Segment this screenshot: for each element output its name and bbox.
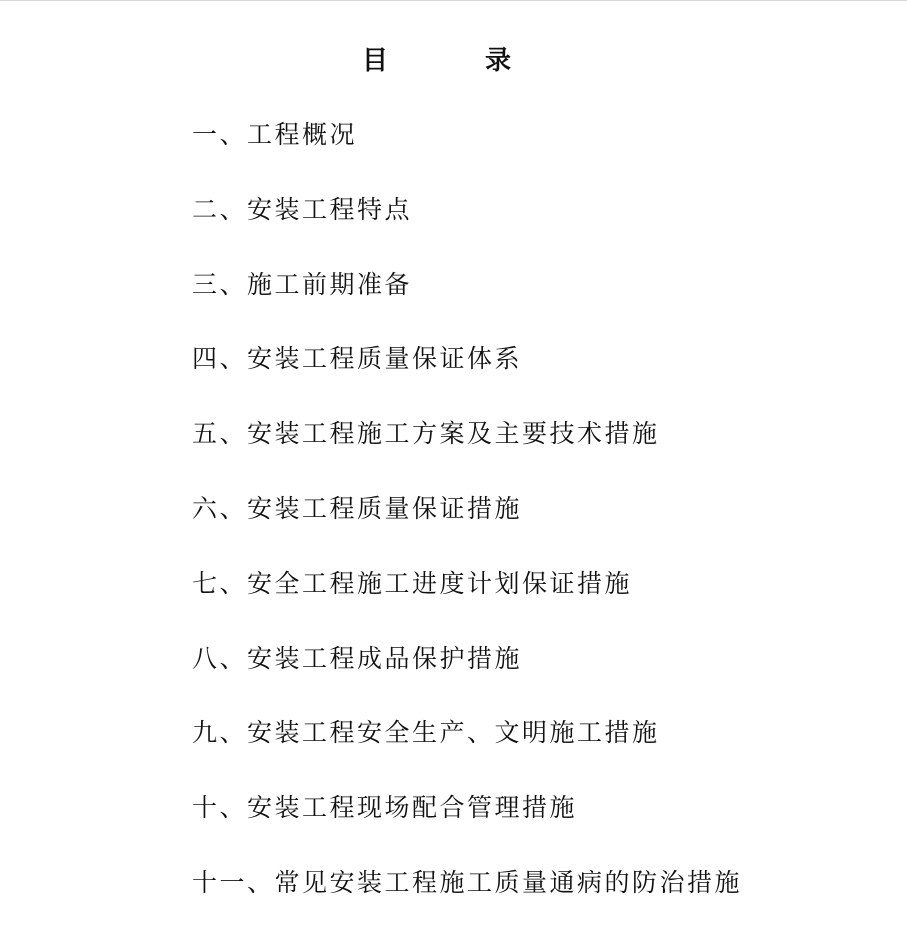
toc-title: 目 录 (361, 46, 556, 76)
table-of-contents (192, 116, 742, 939)
toc-item-11: 十一、常见安装工程施工质量通病的防治措施 (192, 867, 743, 897)
toc-item-7: 七、安全工程施工进度计划保证措施 (192, 568, 633, 598)
toc-item-9: 九、安装工程安全生产、文明施工措施 (192, 718, 660, 748)
toc-item-3: 三、施工前期准备 (192, 269, 413, 299)
toc-item-1: 一、工程概况 (192, 120, 358, 149)
toc-item-8: 八、安装工程成品保护措施 (192, 643, 523, 673)
toc-item-2: 二、安装工程特点 (192, 194, 413, 224)
toc-item-10: 十、安装工程现场配合管理措施 (192, 793, 578, 823)
toc-item-5: 五、安装工程施工方案及主要技术措施 (192, 419, 660, 449)
toc-item-4: 四、安装工程质量保证体系 (192, 344, 523, 374)
toc-item-6: 六、安装工程质量保证措施 (192, 493, 523, 523)
